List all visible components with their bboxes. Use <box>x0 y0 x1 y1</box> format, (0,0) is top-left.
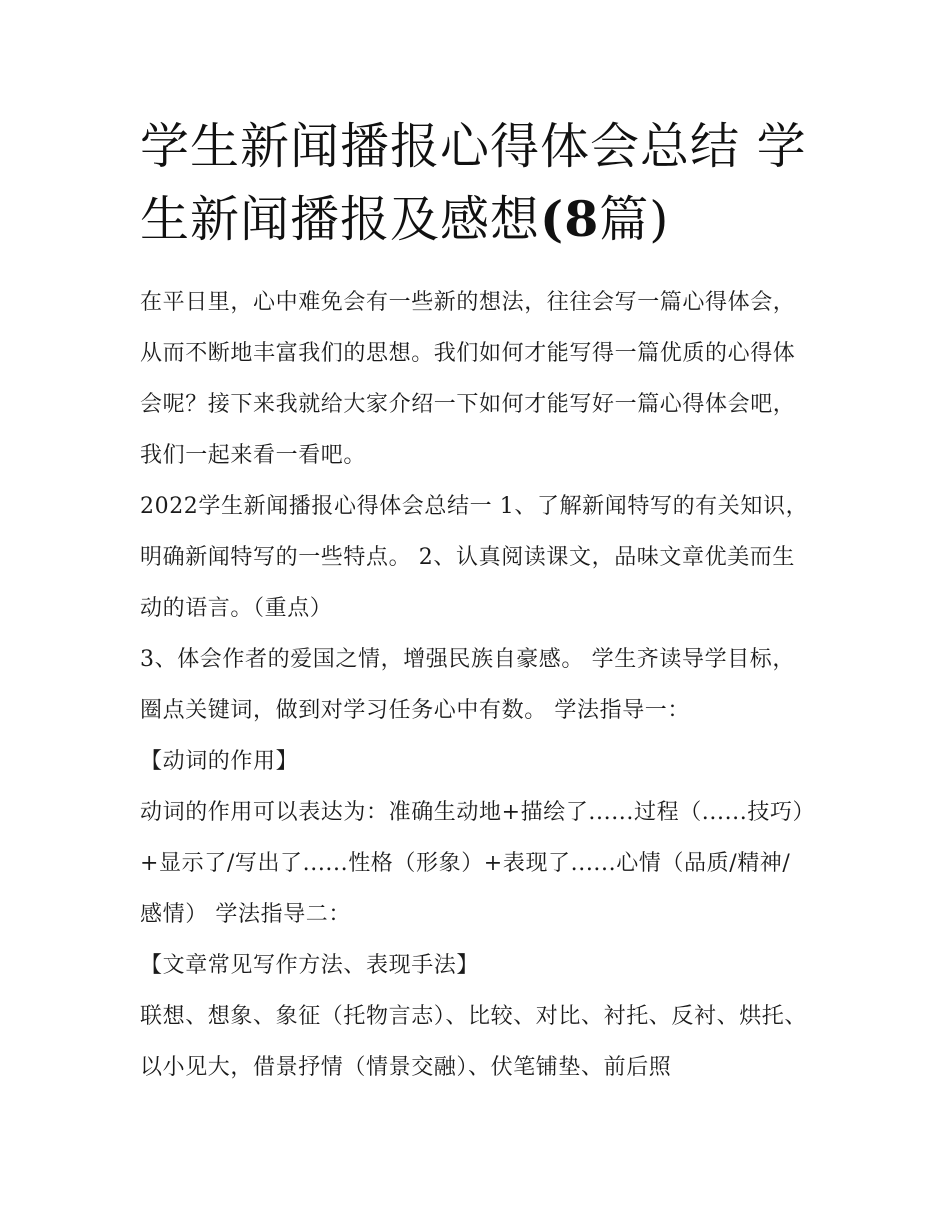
intro-paragraph: 在平日里，心中难免会有一些新的想法，往往会写一篇心得体会，从而不断地丰富我们的思想。我们如何才能写得一篇优质的心得体会呢？接下来我就给大家介绍一下如何才能写好一篇心得体会吧，我们一起来看一看吧。 <box>140 290 796 468</box>
objectives-paragraph: 2022学生新闻播报心得体会总结一 1、了解新闻特写的有关知识，明确新闻特写的一些特点。 2、认真阅读课文，品味文章优美而生动的语言。（重点） <box>140 494 809 621</box>
verb-function-paragraph: 动词的作用可以表达为：准确生动地+描绘了......过程（......技巧）+显示了/写出了......性格（形象）+表现了......心情（品质/精神/感情） 学法指导二： <box>140 800 805 927</box>
verb-function-heading: 【动词的作用】 <box>140 749 299 774</box>
document-body <box>140 277 812 1093</box>
writing-methods-paragraph: 联想、想象、象征（托物言志）、比较、对比、衬托、反衬、烘托、以小见大，借景抒情（情景交融）、伏笔铺垫、前后照 <box>140 1004 808 1080</box>
writing-methods-heading: 【文章常见写作方法、表现手法】 <box>140 953 480 978</box>
title-count: (8 <box>540 190 600 248</box>
document-content <box>140 110 812 1093</box>
objective-three-paragraph: 3、体会作者的爱国之情，增强民族自豪感。 学生齐读导学目标，圈点关键词，做到对学习任务心中有数。 学法指导一： <box>140 647 795 723</box>
document-title: 学生新闻播报心得体会总结 学生新闻播报及感想(8篇) <box>140 118 807 248</box>
